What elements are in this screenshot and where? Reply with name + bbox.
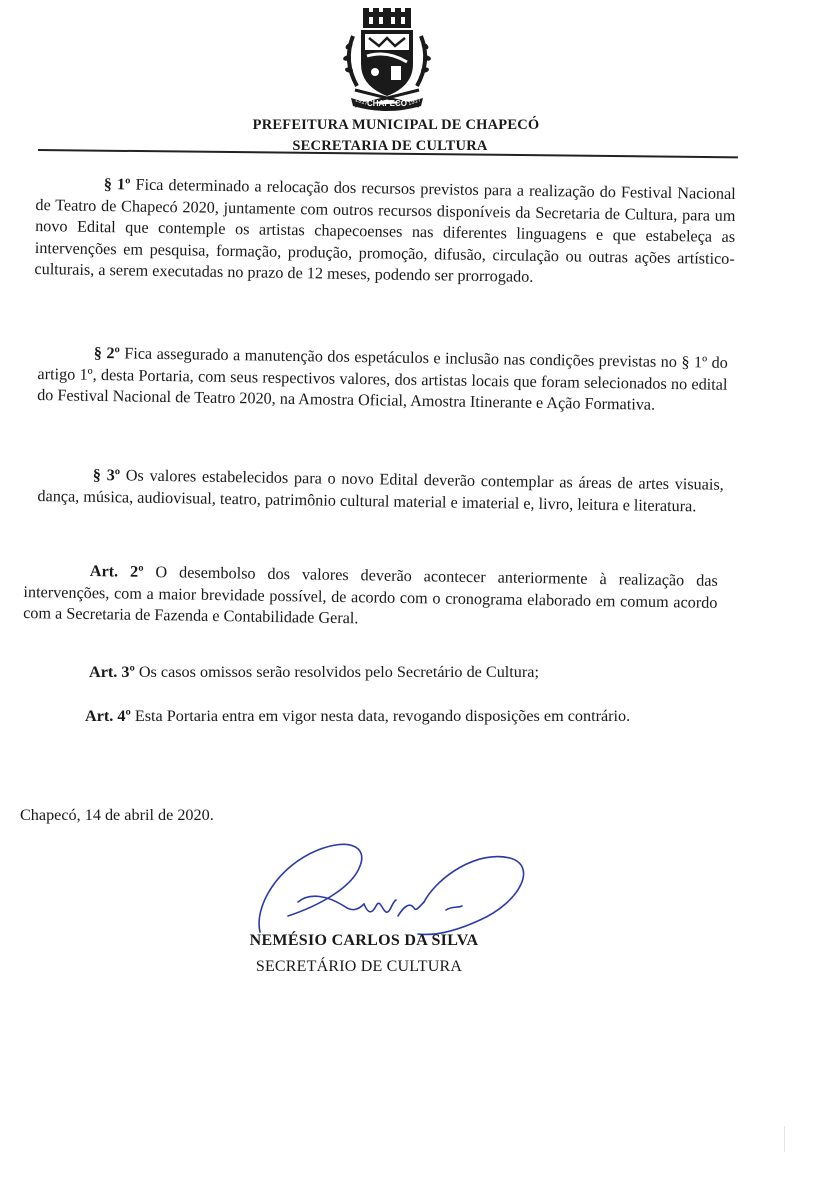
scan-edge-mark <box>784 1126 785 1152</box>
header-prefeitura: PREFEITURA MUNICIPAL DE CHAPECÓ <box>252 117 540 133</box>
paragraph-section-2 <box>37 342 728 418</box>
paragraph-lead: § 3º <box>92 465 121 485</box>
paragraph-article-4 <box>24 706 734 728</box>
paragraph-lead: § 1º <box>103 175 131 194</box>
paragraph-lead: Art. 3º <box>89 663 135 681</box>
paragraph-text: Os valores estabelecidos para o novo Edital deverão contemplar as áreas de artes visuais, dança, música, audiovisual, teatro, patrimônio cultural material e imaterial e, livro, leitura e literatura. <box>37 466 724 515</box>
paragraph-text: Os casos omissos serão resolvidos pelo Secretário de Cultura; <box>134 663 539 681</box>
paragraph-text: Fica assegurado a manutenção dos espetáculos e inclusão nas condições previstas no § 1º do artigo 1º, desta Portaria, com seus respectivos valores, dos artistas locais que foram selecionados no edital do Festival Nacional de Teatro 2020, na Amostra Oficial, Amostra Itinerante e Ação Formativa. <box>37 344 728 414</box>
crest-year-right: 1917 <box>407 97 422 107</box>
paragraph-indent <box>38 357 94 358</box>
paragraph-text: Esta Portaria entra em vigor nesta data, revogando disposições em contrário. <box>130 707 631 725</box>
paragraph-lead: § 2º <box>93 343 120 363</box>
paragraph-indent <box>38 479 93 480</box>
paragraph-text: Fica determinado a relocação dos recursos previstos para a realização do Festival Nacional de Teatro de Chapecó 2020, juntamente com outros recursos disponíveis da Secretaria de Cultura, para um novo Edital que contemple os artistas chapecoenses nas diferentes linguagens e que estabeleça as intervenções em pesquisa, formação, produção, promoção, difusão, circulação ou outras ações artístico-culturais, a serem executadas no prazo de 12 meses, podendo ser prorrogado. <box>34 175 736 287</box>
signer-name: NEMÉSIO CARLOS DA SILVA <box>249 932 479 949</box>
crest-motto: CHAPECÓ <box>366 99 408 108</box>
paragraph-indent <box>24 575 90 576</box>
paragraph-section-1 <box>34 173 736 292</box>
paragraph-section-3 <box>37 464 724 518</box>
crest-year-left: 1917 <box>354 97 369 107</box>
paragraph-article-3 <box>24 662 724 684</box>
paragraph-lead: Art. 4º <box>85 707 131 725</box>
paragraph-indent <box>36 188 104 189</box>
paragraph-text: O desembolso dos valores deverão acontecer anteriormente à realização das intervenções, com a maior brevidade possível, de acordo com o cronograma elaborado em comum acordo com a Secretaria de Fazenda e Contabilidade Geral. <box>23 562 718 628</box>
header-secretaria: SECRETARIA DE CULTURA <box>292 138 488 154</box>
paragraph-lead: Art. 2º <box>89 562 144 581</box>
handwritten-signature <box>248 836 538 946</box>
signer-title: SECRETÁRIO DE CULTURA <box>255 958 463 975</box>
date-line: Chapecó, 14 de abril de 2020. <box>20 806 214 824</box>
paragraph-article-2 <box>23 560 718 636</box>
municipal-crest-emblem <box>335 6 439 114</box>
